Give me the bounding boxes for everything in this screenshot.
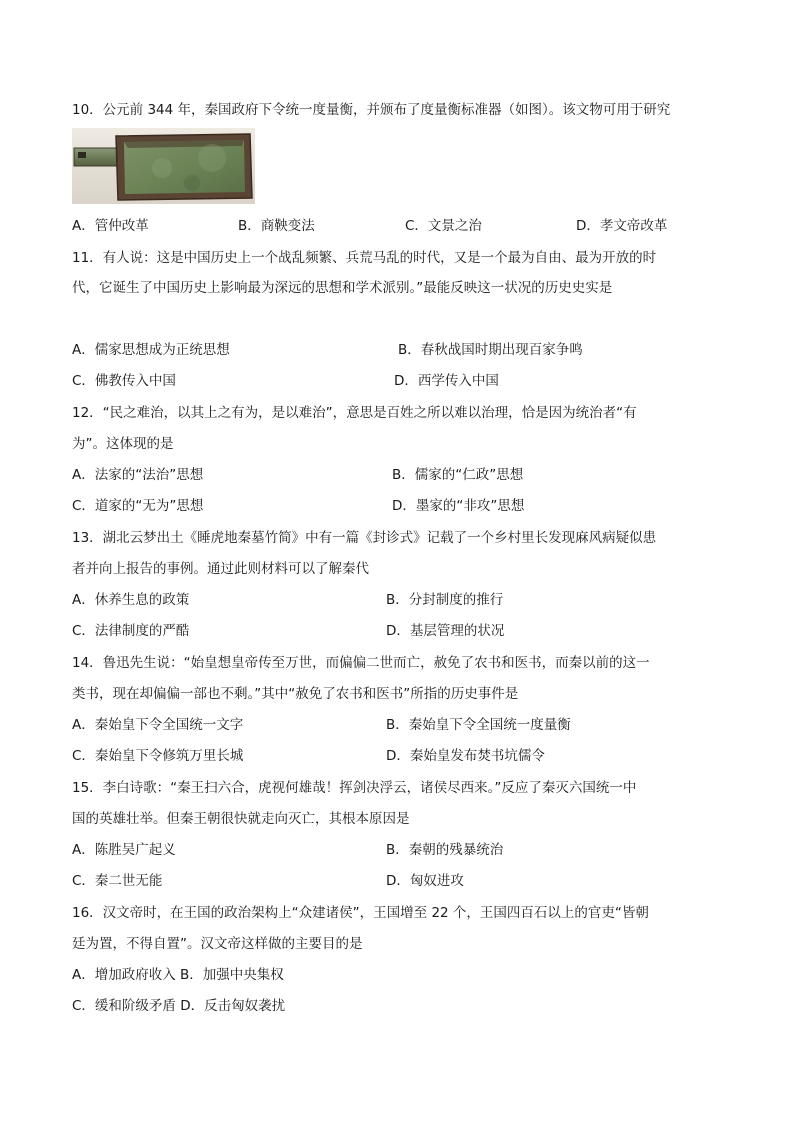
question-11-option-a[interactable]: A．儒家思想成为正统思想 [72, 342, 230, 358]
question-12-stem-line-2: 为”。这体现的是 [72, 436, 174, 452]
question-14-option-b[interactable]: B．秦始皇下令全国统一度量衡 [386, 717, 571, 733]
question-13-option-d[interactable]: D．基层管理的状况 [386, 623, 505, 639]
question-13-stem-line-2: 者并向上报告的事例。通过此则材料可以了解秦代 [72, 561, 369, 577]
question-12-option-d[interactable]: D．墨家的“非攻”思想 [392, 498, 525, 514]
question-11-option-c[interactable]: C．佛教传入中国 [72, 373, 176, 389]
question-16-options-ab[interactable]: A．增加政府收入 B．加强中央集权 [72, 967, 284, 983]
question-12-stem-line-1: 12．“民之难治，以其上之有为，是以难治”，意思是百姓之所以难以治理，恰是因为统治者“有 [72, 405, 637, 421]
question-13-option-b[interactable]: B．分封制度的推行 [386, 592, 504, 608]
question-10-stem: 10．公元前 344 年，秦国政府下令统一度量衡，并颁布了度量衡标准器（如图）。该文物可用于研究 [72, 102, 671, 118]
question-10-option-c[interactable]: C．文景之治 [405, 218, 482, 234]
question-13-option-c[interactable]: C．法律制度的严酷 [72, 623, 190, 639]
question-12-option-a[interactable]: A．法家的“法治”思想 [72, 467, 204, 483]
question-15-stem-line-1: 15．李白诗歌：“秦王扫六合，虎视何雄哉！挥剑决浮云，诸侯尽西来。”反应了秦灭六国统一中 [72, 780, 637, 796]
question-16-stem-line-1: 16．汉文帝时，在王国的政治架构上“众建诸侯”，王国增至 22 个，王国四百石以上的官吏“皆朝 [72, 905, 649, 921]
question-15-option-b[interactable]: B．秦朝的残暴统治 [386, 842, 504, 858]
question-15-option-a[interactable]: A．陈胜吴广起义 [72, 842, 176, 858]
question-13-option-a[interactable]: A．休养生息的政策 [72, 592, 190, 608]
question-12-option-c[interactable]: C．道家的“无为”思想 [72, 498, 204, 514]
question-15-stem-line-2: 国的英雄壮举。但秦王朝很快就走向灭亡，其根本原因是 [72, 811, 410, 827]
question-11-stem-line-2: 代，它诞生了中国历史上影响最为深远的思想和学术派别。”最能反映这一状况的历史史实是 [72, 280, 613, 296]
question-14-option-a[interactable]: A．秦始皇下令全国统一文字 [72, 717, 244, 733]
question-14-option-c[interactable]: C．秦始皇下令修筑万里长城 [72, 748, 244, 764]
question-14-stem-line-1: 14．鲁迅先生说：“始皇想皇帝传至万世，而偏偏二世而亡，赦免了农书和医书，而秦以前的这一 [72, 655, 650, 671]
question-15-option-d[interactable]: D．匈奴进攻 [386, 873, 464, 889]
question-11-option-b[interactable]: B．春秋战国时期出现百家争鸣 [398, 342, 583, 358]
question-11-option-d[interactable]: D．西学传入中国 [394, 373, 499, 389]
question-10-option-d[interactable]: D．孝文帝改革 [576, 218, 668, 234]
question-10-option-b[interactable]: B．商鞅变法 [238, 218, 315, 234]
bronze-measuring-vessel-image [72, 128, 255, 204]
question-16-options-cd[interactable]: C．缓和阶级矛盾 D．反击匈奴袭扰 [72, 998, 286, 1014]
question-14-stem-line-2: 类书，现在却偏偏一部也不剩。”其中“赦免了农书和医书”所指的历史事件是 [72, 686, 519, 702]
question-13-stem-line-1: 13．湖北云梦出土《睡虎地秦墓竹简》中有一篇《封诊式》记载了一个乡村里长发现麻风病疑似患 [72, 530, 657, 546]
question-11-stem-line-1: 11．有人说：这是中国历史上一个战乱频繁、兵荒马乱的时代，又是一个最为自由、最为开放的时 [72, 250, 657, 266]
question-14-option-d[interactable]: D．秦始皇发布焚书坑儒令 [386, 748, 545, 764]
question-15-option-c[interactable]: C．秦二世无能 [72, 873, 163, 889]
question-12-option-b[interactable]: B．儒家的“仁政”思想 [392, 467, 524, 483]
question-10-option-a[interactable]: A．管仲改革 [72, 218, 149, 234]
question-16-stem-line-2: 廷为置，不得自置”。汉文帝这样做的主要目的是 [72, 936, 363, 952]
